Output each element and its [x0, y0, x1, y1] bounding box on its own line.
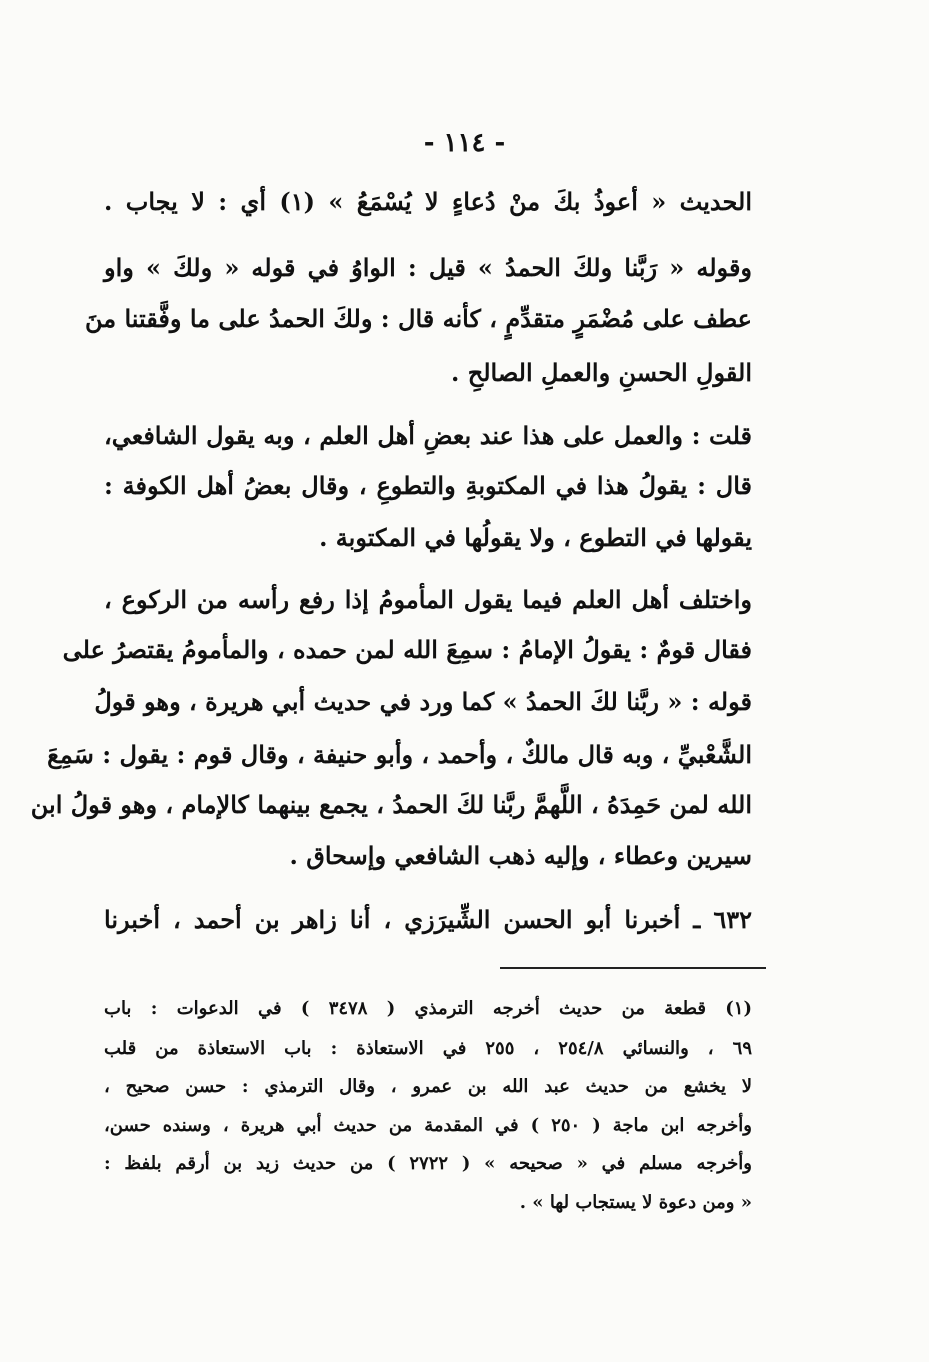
body-line: الله لمن حَمِدَهُ ، اللَّهمَّ ربَّنا لكَ الحمدُ ، يجمع بينهما كالإمام ، وهو قولُ ابن — [30, 790, 752, 819]
body-line: قال : يقولُ هذا في المكتوبةِ والتطوعِ ، وقال بعضُ أهل الكوفة : — [104, 471, 752, 500]
page-number: - ١١٤ - — [423, 128, 506, 158]
body-line: عطف على مُضْمَرٍ متقدِّمٍ ، كأنه قال : ولكَ الحمدُ على ما وفَّقتنا منَ — [85, 304, 752, 333]
body-line: واختلف أهل العلم فيما يقول المأمومُ إذا رفع رأسه من الركوع ، — [104, 585, 752, 614]
footnote-line: وأخرجه ابن ماجة ( ٢٥٠ ) في المقدمة من حديث أبي هريرة ، وسنده حسن، — [104, 1115, 752, 1136]
body-line: وقوله « رَبَّنا ولكَ الحمدُ » قيل : الواوُ في قوله « ولكَ » واو — [104, 253, 752, 282]
footnote-separator — [500, 967, 766, 969]
body-line: الحديث « أعوذُ بكَ منْ دُعاءٍ لا يُسْمَعُ » (١) أي : لا يجاب . — [104, 187, 752, 216]
body-line: ٦٣٢ ـ أخبرنا أبو الحسن الشِّيرَزي ، أنا زاهر بن أحمد ، أخبرنا — [104, 905, 752, 934]
body-line: سيرين وعطاء ، وإليه ذهب الشافعي وإسحاق . — [289, 841, 752, 870]
body-line: قوله : « ربَّنا لكَ الحمدُ » كما ورد في حديث أبي هريرة ، وهو قولُ — [94, 687, 752, 716]
body-line: قلت : والعمل على هذا عند بعضِ أهل العلم ، وبه يقول الشافعي، — [104, 421, 752, 450]
footnote-line: ٦٩ ، والنسائي ٢٥٤/٨ ، ٢٥٥ في الاستعاذة : باب الاستعاذة من قلب — [104, 1038, 752, 1059]
body-line: الشَّعْبيِّ ، وبه قال مالكٌ ، وأحمد ، وأبو حنيفة ، وقال قوم : يقول : سَمِعَ — [47, 740, 752, 769]
body-line: يقولها في التطوع ، ولا يقولُها في المكتوبة . — [319, 523, 752, 552]
footnote-line: (١) قطعة من حديث أخرجه الترمذي ( ٣٤٧٨ ) في الدعوات : باب — [104, 998, 752, 1019]
footnote-line: « ومن دعوة لا يستجاب لها » . — [519, 1192, 752, 1213]
body-line: فقال قومٌ : يقولُ الإمامُ : سمِعَ الله لمن حمده ، والمأمومُ يقتصرُ على — [62, 635, 752, 664]
footnote-line: لا يخشع من حديث عبد الله بن عمرو ، وقال الترمذي : حسن صحيح ، — [104, 1076, 752, 1097]
footnote-line: وأخرجه مسلم في « صحيحه » ( ٢٧٢٢ ) من حديث زيد بن أرقم بلفظ : — [104, 1153, 752, 1174]
body-line: القولِ الحسنِ والعملِ الصالحِ . — [451, 358, 752, 387]
